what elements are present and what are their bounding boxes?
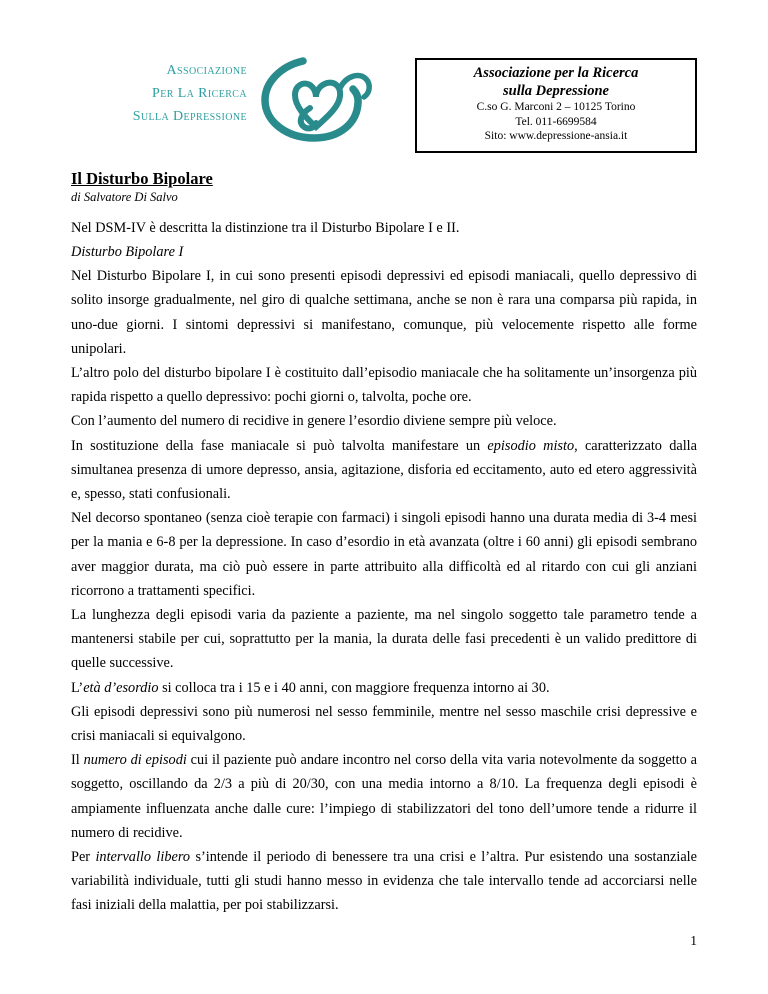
paragraph: Gli episodi depressivi sono più numerosi nel sesso femminile, mentre nel sesso maschile crisi depressive e crisi maniacali si equivalgono. <box>71 703 697 745</box>
byline: di Salvatore Di Salvo <box>71 189 178 204</box>
info-box-website: Sito: www.depressione-ansia.it <box>484 130 628 143</box>
paragraph: In sostituzione della fase maniacale si può talvolta manifestare un episodio misto, caratterizzato dalla simultanea presenza di umore depresso, ansia, agitazione, disforia ed eccitamento, auto ed etero aggressività e, spesso, stati confusionali. <box>71 437 697 503</box>
paragraph: Nel decorso spontaneo (senza cioè terapie con farmaci) i singoli episodi hanno una durata media di 3-4 mesi per la mania e 6-8 per la depressione. In caso d’esordio in età avanzata (oltre i 60 anni) gli episodi sembrano aver maggior durata, ma ciò può essere in parte attribuito alla difficoltà ed al ritardo con cui gli anziani ricorrono a trattamenti specifici. <box>71 510 697 599</box>
paragraph: L’età d’esordio si colloca tra i 15 e i 40 anni, con maggiore frequenza intorno ai 30. <box>71 679 550 696</box>
page-number: 1 <box>690 933 697 948</box>
page-title: Il Disturbo Bipolare <box>71 168 213 188</box>
association-name <box>71 59 247 128</box>
paragraph: Nel Disturbo Bipolare I, in cui sono presenti episodi depressivi ed episodi maniacali, quello depressivo di solito insorge gradualmente, nel giro di qualche settimana, anche se non è rara una comparsa più rapida, in uno-due giorni. I sintomi depressivi si manifestano, comunque, più velocemente rispetto alle forme unipolari. <box>71 268 697 357</box>
document-main <box>71 169 697 918</box>
info-box-title-line2: sulla Depressione <box>503 82 609 99</box>
paragraph: Con l’aumento del numero di recidive in genere l’esordio diviene sempre più veloce. <box>71 413 557 430</box>
paragraph: Il numero di episodi cui il paziente può andare incontro nel corso della vita varia notevolmente da soggetto a soggetto, oscillando da 2/3 a più di 20/30, con una media intorno a 8/10. La frequenza degli episodi è ampiamente influenzata anche dalle cure: l’impiego di stabilizzatori del tono dell’umore tende a ridurre il numero di recidive. <box>71 752 697 841</box>
paragraph: Nel DSM-IV è descritta la distinzione tra il Disturbo Bipolare I e II. <box>71 219 460 236</box>
paragraph: Per intervallo libero s’intende il periodo di benessere tra una crisi e l’altra. Pur esistendo una sostanziale variabilità individuale, tutti gli studi hanno messo in evidenza che tale intervallo tende ad accorciarsi nelle fasi iniziali della malattia, per poi stabilizzarsi. <box>71 849 697 914</box>
info-box-title-line1: Associazione per la Ricerca <box>473 65 639 81</box>
paragraph: L’altro polo del disturbo bipolare I è costituito dall’episodio maniacale che ha solitamente un’insorgenza più rapida rispetto a quello depressivo: pochi giorni o, talvolta, poche ore. <box>71 365 697 406</box>
paragraph: La lunghezza degli episodi varia da paziente a paziente, ma nel singolo soggetto tale parametro tende a mantenersi stabile per cui, soprattutto per la mania, la durata delle fasi precedenti è un valido predittore di quelle successive. <box>71 607 697 672</box>
document-body <box>71 216 697 918</box>
header <box>71 52 697 153</box>
paragraph: Disturbo Bipolare I <box>71 243 184 260</box>
contact-info-box <box>415 58 697 153</box>
logo-text-line-2: Per La Ricerca <box>152 86 247 101</box>
logo-text-line-1: Associazione <box>166 63 247 78</box>
info-box-address: C.so G. Marconi 2 – 10125 Torino <box>476 101 636 113</box>
logo-text-line-3: Sulla Depressione <box>132 109 247 124</box>
info-box-phone: Tel. 011-6699584 <box>515 115 597 128</box>
heart-swirl-logo-icon <box>260 54 374 147</box>
